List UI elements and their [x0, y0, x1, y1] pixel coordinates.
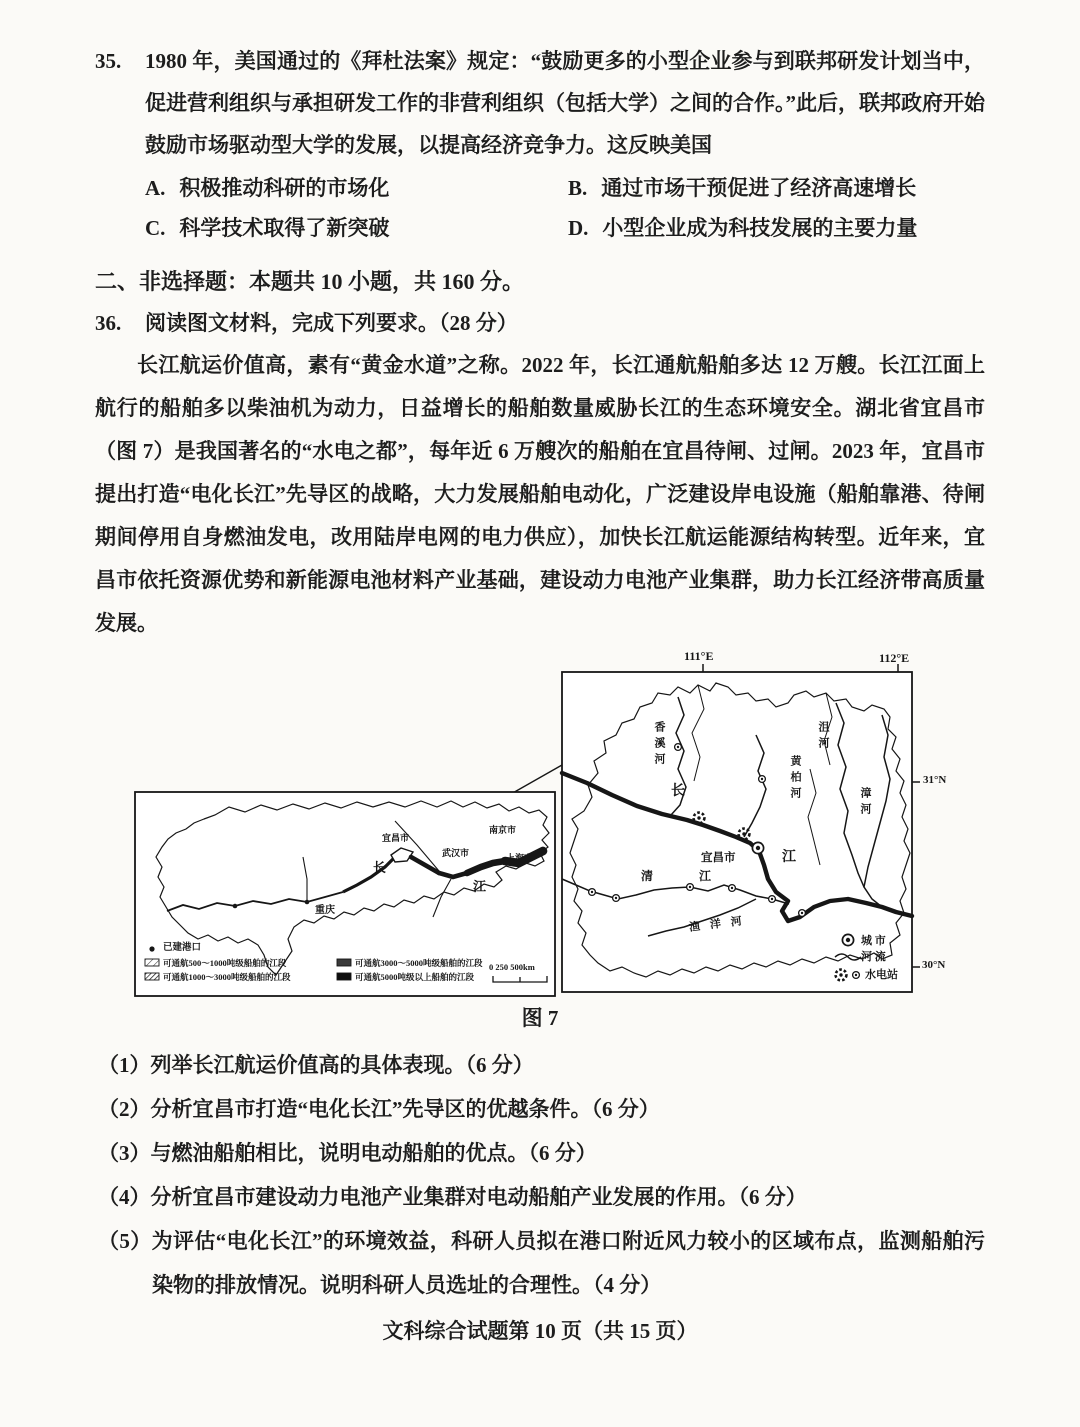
subquestion-5-marker: （5） [98, 1229, 152, 1253]
subquestion-1-text: 列举长江航运价值高的具体表现。（6 分） [150, 1053, 534, 1077]
subquestion-3-marker: （3） [98, 1141, 151, 1165]
subquestion-4-marker: （4） [98, 1185, 151, 1209]
legend-port-dot-icon [149, 946, 154, 951]
nanjing-label: 南京市 [489, 825, 517, 835]
hydro-station-icon [799, 910, 806, 917]
legend-swatch-3000-5000 [337, 959, 351, 966]
option-a-text: 积极推动科研的市场化 [179, 176, 390, 200]
option-c-label: C. [145, 216, 166, 240]
legend-river-label: 河 流 [861, 951, 886, 963]
huangbai-river-label: 黄柏河 [789, 755, 801, 803]
section-2-header: 二、非选择题：本题共 10 小题，共 160 分。 [95, 269, 525, 294]
option-c [145, 208, 568, 248]
overview-yichang-label: 宜昌市 [382, 833, 410, 843]
legend-segment-1-label: 可通航500～1000吨级船舶的江段 [163, 958, 287, 968]
option-d [568, 208, 985, 248]
legend-swatch-500-1000 [145, 959, 159, 966]
zhang-river-label: 漳河 [859, 787, 871, 819]
question-36-number: 36. [95, 311, 122, 335]
changjiang-jiang-char: 江 [782, 850, 796, 865]
legend-segment-2-label: 可通航1000～3000吨级船舶的江段 [163, 972, 291, 982]
lon-tick-112e: 112°E [879, 651, 910, 665]
page-footer: 文科综合试题第 10 页（共 15 页） [382, 1319, 698, 1343]
question-35 [95, 40, 985, 166]
yichang-city-icon [752, 842, 763, 853]
option-d-label: D. [568, 216, 589, 240]
lat-tick-31n: 31°N [923, 774, 947, 786]
chongqing-label: 重庆 [315, 905, 335, 916]
subquestion-1 [95, 1043, 985, 1087]
legend-city-label: 城 市 [861, 935, 886, 947]
hydro-station-icon [589, 889, 596, 896]
lon-tick-111e: 111°E [684, 649, 714, 663]
port-dot [305, 900, 310, 905]
wuhan-label: 武汉市 [442, 848, 470, 858]
overview-chang-char: 长 [373, 860, 387, 875]
subquestion-2 [95, 1087, 985, 1131]
hydro-station-icon [769, 896, 776, 903]
figure-7 [95, 649, 985, 1001]
lat-tick-30n: 30°N [922, 959, 946, 971]
overview-jiang-char: 江 [473, 879, 487, 894]
subquestion-5 [95, 1219, 985, 1307]
subquestion-3-text: 与燃油船舶相比，说明电动船舶的优点。（6 分） [150, 1141, 597, 1165]
subquestion-4-text: 分析宜昌市建设动力电池产业集群对电动船舶产业发展的作用。（6 分） [150, 1185, 807, 1209]
port-dot [437, 871, 442, 876]
subquestion-5-text: 为评估“电化长江”的环境效益，科研人员拟在港口附近风力较小的区域布点，监测船舶污染物的排放情况。说明科研人员选址的合理性。（4 分） [151, 1229, 985, 1297]
scale-label: 0 250 500km [489, 962, 535, 972]
legend-swatch-5000plus [337, 973, 351, 980]
question-36-intro: 阅读图文材料，完成下列要求。（28 分） [145, 311, 518, 335]
option-c-text: 科学技术取得了新突破 [179, 216, 390, 240]
option-d-text: 小型企业成为科技发展的主要力量 [602, 216, 918, 240]
legend-port-label: 已建港口 [163, 943, 202, 953]
question-36 [95, 302, 985, 344]
shanghai-label: 上海市 [506, 853, 534, 863]
hydro-station-icon [759, 776, 766, 783]
changjiang-chang-char: 长 [671, 784, 685, 799]
question-35-stem: 1980 年，美国通过的《拜杜法案》规定：“鼓励更多的小型企业参与到联邦研发计划当中，促进营利组织与承担研发工作的非营利组织（包括大学）之间的合作。”此后，联邦政府开始鼓励市场驱动型大学的发展，以提高经济竞争力。这反映美国 [145, 49, 985, 157]
detail-map-frame [562, 672, 912, 992]
yuyang-river-label: 渔洋河 [688, 914, 753, 934]
subquestion-3 [95, 1131, 985, 1175]
legend-swatch-1000-3000 [145, 973, 159, 980]
subquestion-1-marker: （1） [98, 1053, 151, 1077]
subquestion-2-marker: （2） [98, 1097, 151, 1121]
legend-hydro-label: 水电站 [865, 969, 898, 981]
ju-river-label: 沮河 [817, 721, 829, 753]
hydro-station-icon [613, 895, 620, 902]
qingjiang-river-label: 清江 [641, 869, 758, 883]
option-a-label: A. [145, 176, 166, 200]
figure-7-map-graphic [95, 649, 985, 1001]
option-b-label: B. [568, 176, 588, 200]
question-35-options [145, 168, 985, 248]
port-dot [541, 849, 546, 854]
xiangxi-river-label: 香溪河 [653, 721, 665, 769]
question-35-number: 35. [95, 49, 122, 73]
option-a [145, 168, 568, 208]
question-36-material: 长江航运价值高，素有“黄金水道”之称。2022 年，长江通航船舶多达 12 万艘。长江江面上航行的船舶多以柴油机为动力，日益增长的船舶数量威胁长江的生态环境安全。湖北省宜昌市（图 7）是我国著名的“水电之都”，每年近 6 万艘次的船舶在宜昌待闸、过闸。2023 年，宜昌市提出打造“电化长江”先导区的战略，大力发展船舶电动化，广泛建设岸电设施（船舶靠港、待闸期间停用自身燃油发电，改用陆岸电网的电力供应），加快长江航运能源结构转型。近年来，宜昌市依托资源优势和新能源电池材料产业基础，建设动力电池产业集群，助力长江经济带高质量发展。 [95, 353, 985, 635]
port-dot [233, 904, 238, 909]
option-b [568, 168, 985, 208]
legend-city-icon [842, 934, 853, 945]
legend-hydro-circle-icon [853, 972, 860, 979]
question-36-subquestions [95, 1043, 985, 1307]
figure-7-caption: 图 7 [521, 1006, 559, 1030]
legend-segment-4-label: 可通航5000吨级以上船舶的江段 [355, 972, 475, 982]
option-b-text: 通过市场干预促进了经济高速增长 [601, 176, 917, 200]
yichang-city-label: 宜昌市 [701, 852, 736, 864]
hydro-station-icon [729, 885, 736, 892]
hydro-station-icon [675, 744, 682, 751]
hydro-station-icon [687, 884, 694, 891]
subquestion-4 [95, 1175, 985, 1219]
legend-segment-3-label: 可通航3000～5000吨级船舶的江段 [355, 958, 483, 968]
subquestion-2-text: 分析宜昌市打造“电化长江”先导区的优越条件。（6 分） [150, 1097, 660, 1121]
